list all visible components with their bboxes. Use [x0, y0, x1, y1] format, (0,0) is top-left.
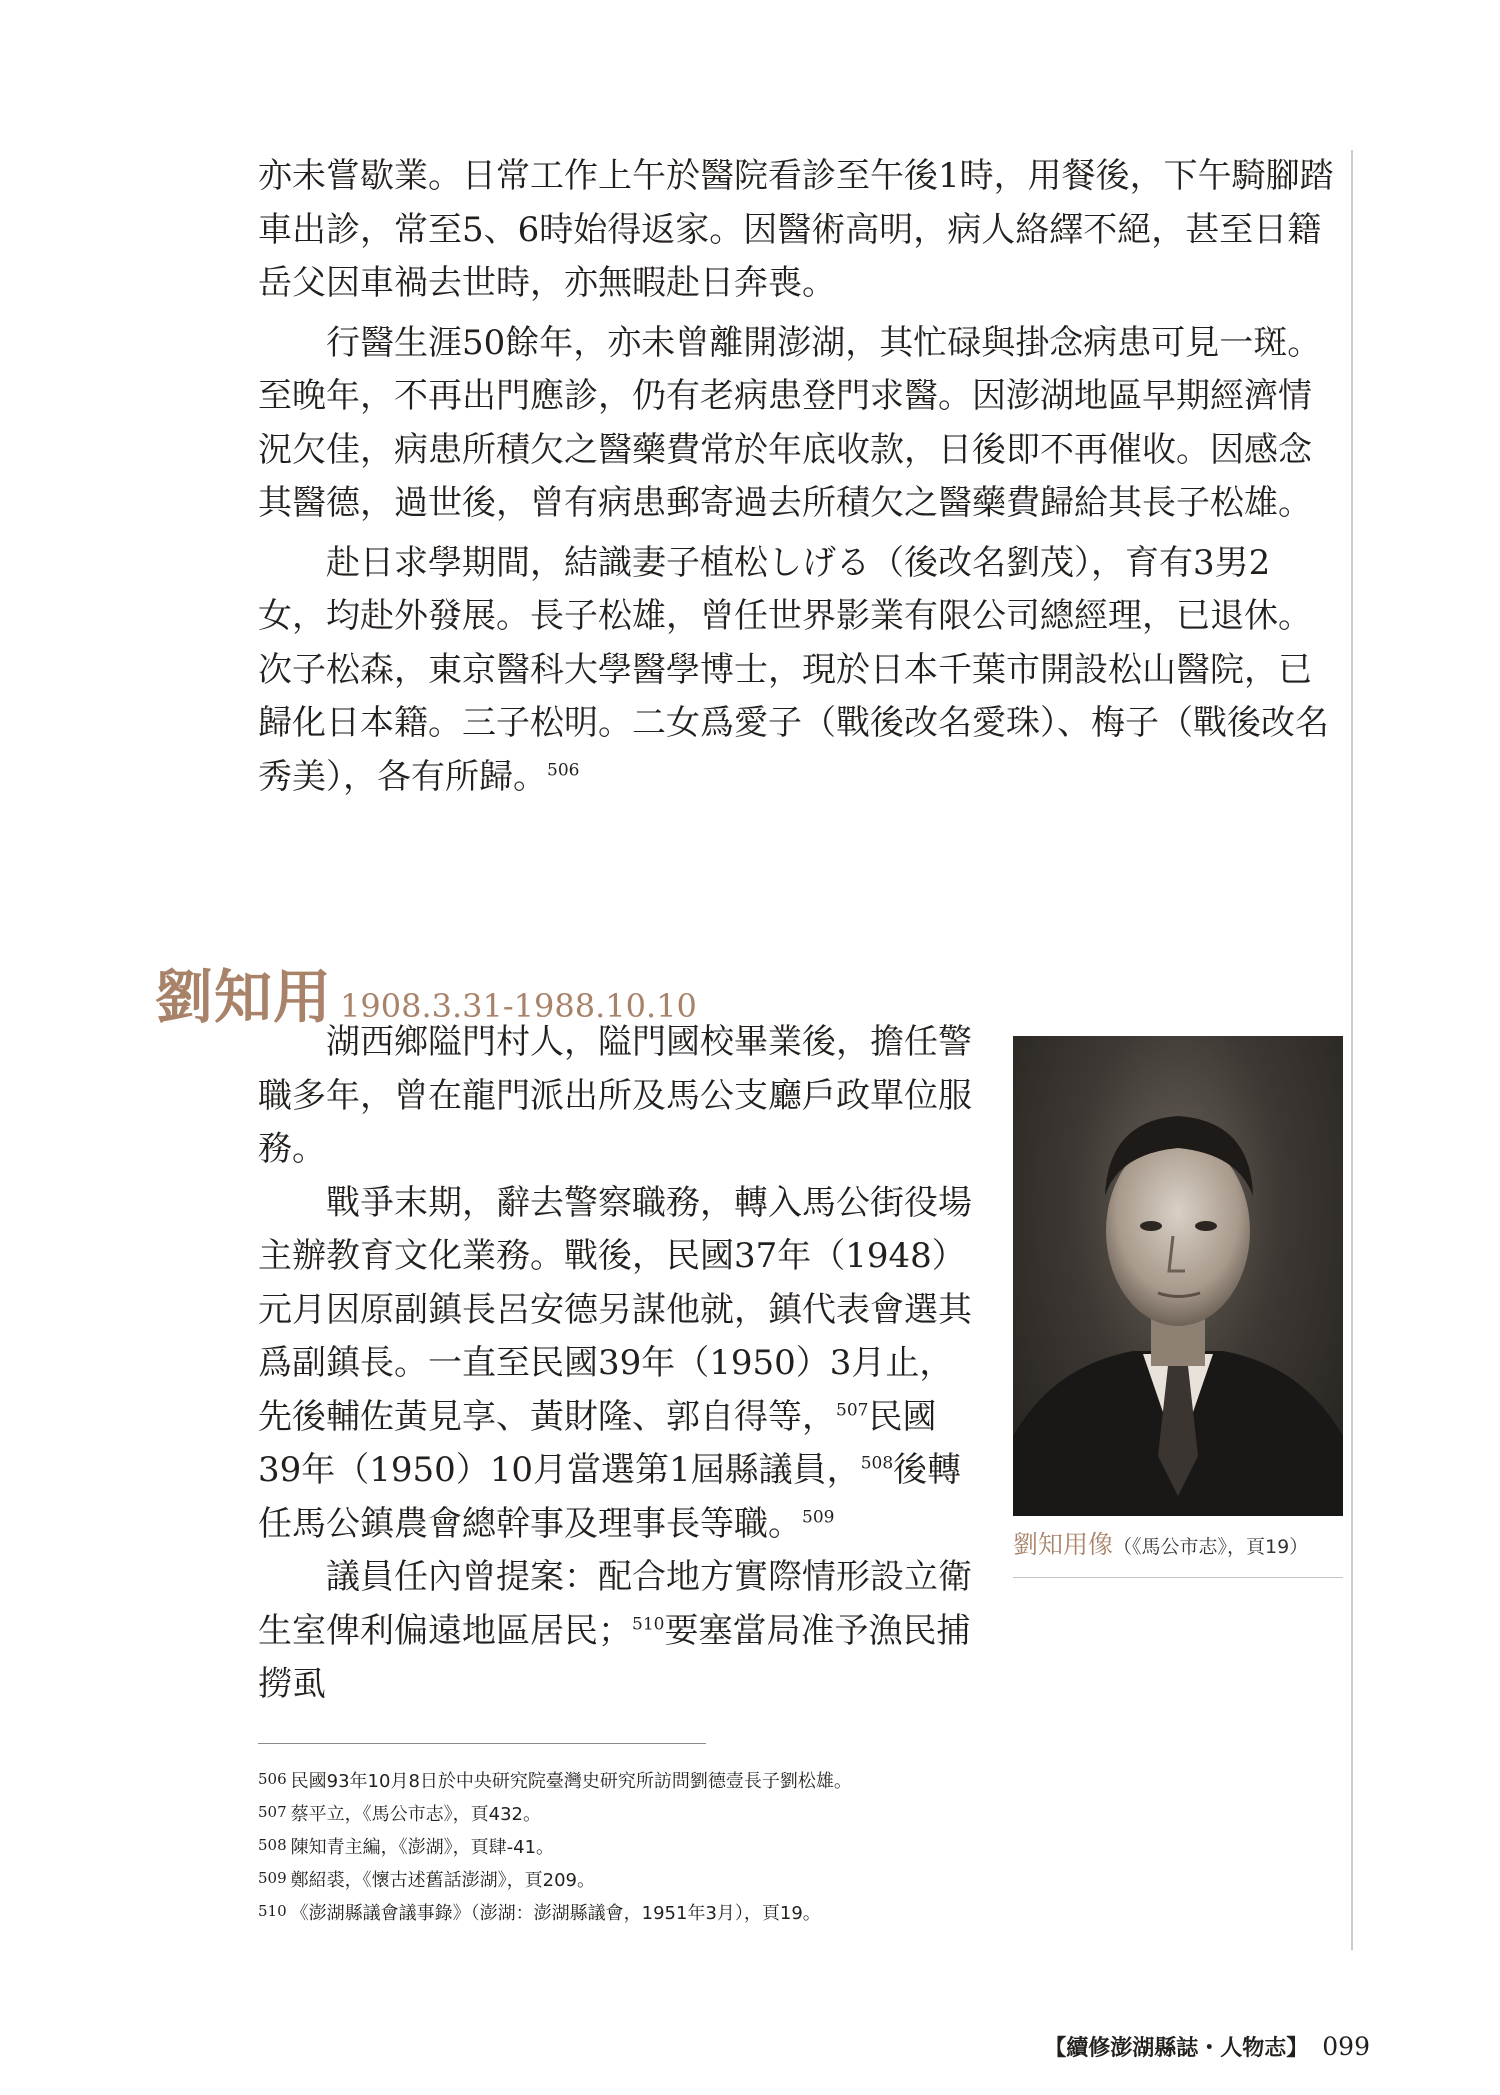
caption-source: （《馬公市志》，頁19）	[1113, 1536, 1309, 1558]
caption-name: 劉知用像	[1013, 1530, 1114, 1559]
bio-p2-a: 戰爭末期，辭去警察職務，轉入馬公街役場主辦教育文化業務。戰後，民國37年（1948）元月因原副鎮長呂安德另謀他就，鎮代表會選其爲副鎮長。一直至民國39年（1950）3月止，先後輔佐黃見享、黃財隆、郭自得等，	[258, 1182, 972, 1437]
biography-text	[258, 1016, 978, 1712]
footnote-number: 506	[258, 1770, 287, 1788]
life-dates: 1908.3.31-1988.10.10	[340, 987, 697, 1025]
top-section	[258, 150, 1338, 810]
bio-p3-b: 要塞當局准予漁民捕撈虱	[258, 1610, 971, 1704]
footnote-separator	[258, 1743, 706, 1744]
book-title: 【續修澎湖縣誌・人物志】	[1044, 2036, 1309, 2061]
footnote-text: 陳知青主編，《澎湖》，頁肆-41。	[290, 1837, 555, 1858]
bio-p3-a: 議員任內曾提案：配合地方實際情形設立衛生室俾利偏遠地區居民；	[258, 1557, 972, 1651]
bio-paragraph-3	[258, 1551, 978, 1712]
footnote-ref-506[interactable]: 506	[547, 760, 580, 781]
footnote-text: 蔡平立，《馬公市志》，頁432。	[290, 1804, 541, 1825]
portrait-photo	[1013, 1036, 1343, 1516]
photo-caption	[1013, 1525, 1343, 1561]
caption-rule	[1013, 1577, 1343, 1578]
footnote-ref-508[interactable]: 508	[860, 1453, 894, 1474]
footnote-510	[258, 1896, 1258, 1929]
footnote-ref-509[interactable]: 509	[802, 1507, 835, 1528]
footnote-number: 509	[258, 1869, 287, 1887]
portrait-illustration	[1013, 1036, 1343, 1516]
footnote-509	[258, 1863, 1258, 1896]
bio-p2-c: 後轉任馬公鎮農會總幹事及理事長等職。	[258, 1450, 962, 1544]
footnote-ref-510[interactable]: 510	[632, 1614, 665, 1635]
footnote-number: 507	[258, 1803, 287, 1821]
footnotes	[258, 1764, 1258, 1929]
person-name: 劉知用	[155, 963, 333, 1031]
paragraph-1: 亦未嘗歇業。日常工作上午於醫院看診至午後1時，用餐後，下午騎腳踏車出診，常至5、6時始得返家。因醫術高明，病人絡繹不絕，甚至日籍岳父因車禍去世時，亦無暇赴日奔喪。	[258, 156, 1334, 303]
paragraph-3	[258, 537, 1338, 805]
footnote-508	[258, 1830, 1258, 1863]
footnote-ref-507[interactable]: 507	[836, 1400, 869, 1421]
footnote-506	[258, 1764, 1258, 1797]
footnote-number: 510	[258, 1902, 287, 1920]
footnote-507	[258, 1797, 1258, 1830]
running-footer	[1044, 2031, 1370, 2062]
bio-p2-b: 民國39年（1950）10月當選第1屆縣議員，	[258, 1396, 937, 1490]
bio-paragraph-2	[258, 1177, 978, 1552]
right-margin-rule	[1351, 150, 1353, 1950]
footnote-text: 《澎湖縣議會議事錄》（澎湖：澎湖縣議會，1951年3月），頁19。	[290, 1903, 821, 1924]
paragraph-3-text: 赴日求學期間，結識妻子植松しげる（後改名劉茂），育有3男2女，均赴外發展。長子松雄，曾任世界影業有限公司總經理，已退休。次子松森，東京醫科大學醫學博士，現於日本千葉市開設松山醫院，已歸化日本籍。三子松明。二女爲愛子（戰後改名愛珠）、梅子（戰後改名秀美），各有所歸。	[258, 542, 1329, 797]
footnote-number: 508	[258, 1836, 287, 1854]
footnote-text: 民國93年10月8日於中央研究院臺灣史研究所訪問劉德壹長子劉松雄。	[290, 1771, 852, 1792]
footnote-text: 鄭紹裘，《懷古述舊話澎湖》，頁209。	[290, 1870, 595, 1891]
paragraph-2: 行醫生涯50餘年，亦未曾離開澎湖，其忙碌與掛念病患可見一斑。至晚年，不再出門應診，仍有老病患登門求醫。因澎湖地區早期經濟情況欠佳，病患所積欠之醫藥費常於年底收款，日後即不再催收。因感念其醫德，過世後，曾有病患郵寄過去所積欠之醫藥費歸給其長子松雄。	[258, 322, 1322, 523]
page-number: 099	[1322, 2032, 1370, 2061]
bio-paragraph-1: 湖西鄉隘門村人，隘門國校畢業後，擔任警職多年，曾在龍門派出所及馬公支廳戶政單位服務。	[258, 1022, 972, 1169]
